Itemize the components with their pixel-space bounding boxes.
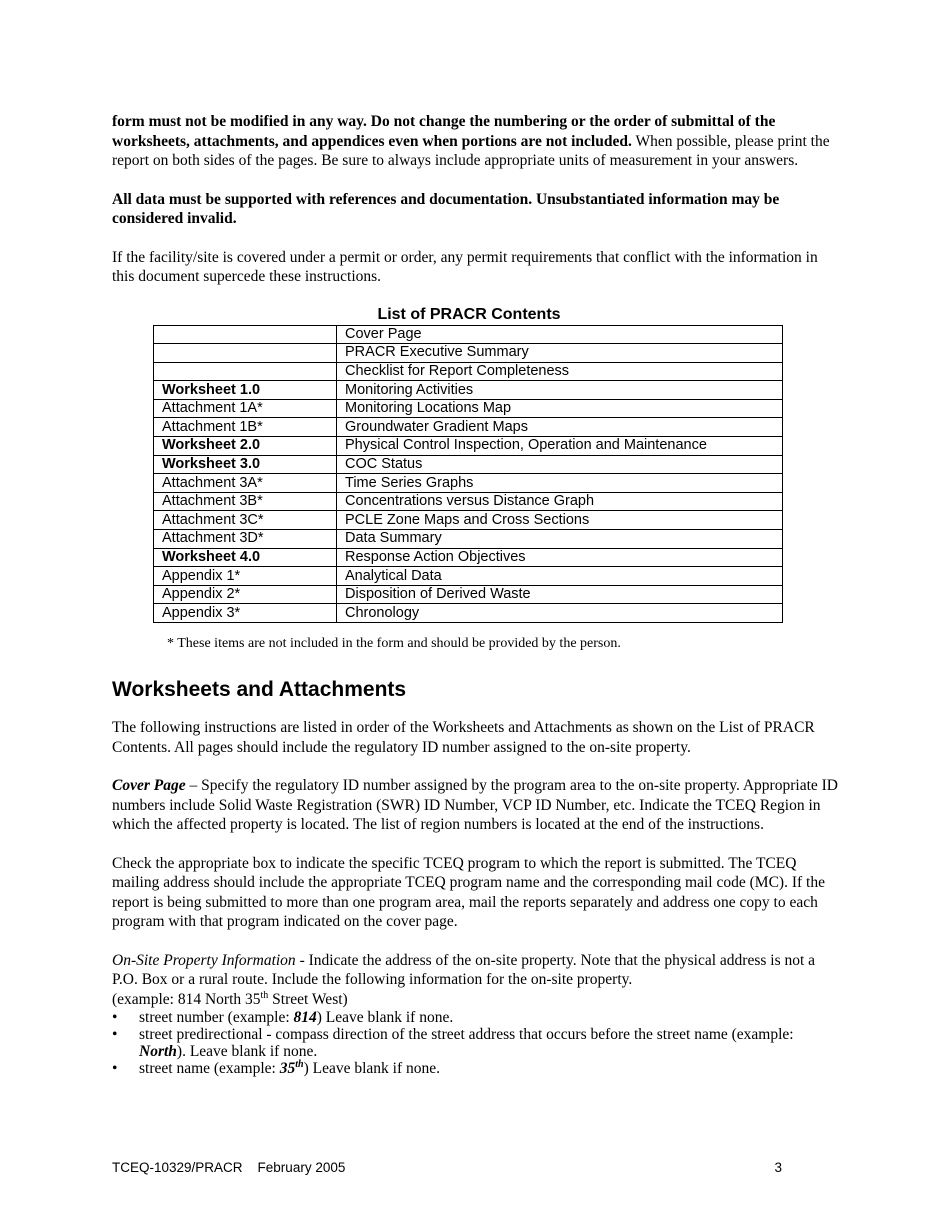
contents-row <box>154 399 783 418</box>
bullet-street-name <box>112 1060 840 1077</box>
contents-desc-cell: Monitoring Locations Map <box>337 399 783 418</box>
contents-desc-cell: Groundwater Gradient Maps <box>337 418 783 437</box>
bullet-example-sup: th <box>295 1059 304 1070</box>
contents-row <box>154 567 783 586</box>
contents-table <box>153 325 783 624</box>
cover-page-paragraph <box>112 776 840 835</box>
contents-row <box>154 344 783 363</box>
bullet-text: street number (example: <box>139 1009 294 1026</box>
contents-desc-cell: Data Summary <box>337 530 783 549</box>
contents-row <box>154 492 783 511</box>
contents-row <box>154 511 783 530</box>
bullet-text: ) Leave blank if none. <box>316 1009 454 1026</box>
contents-desc-cell: PRACR Executive Summary <box>337 344 783 363</box>
contents-row <box>154 418 783 437</box>
contents-item-cell: Appendix 1* <box>154 567 337 586</box>
contents-item-cell: Worksheet 2.0 <box>154 437 337 456</box>
bullet-text: ) Leave blank if none. <box>303 1060 441 1077</box>
example-pre: (example: 814 North 35 <box>112 990 261 1008</box>
bullet-street-predirectional <box>112 1026 840 1060</box>
bullet-text: ). Leave blank if none. <box>176 1043 318 1060</box>
contents-desc-cell: Physical Control Inspection, Operation and Maintenance <box>337 437 783 456</box>
section-paragraph-1: The following instructions are listed in order of the Worksheets and Attachments as shown on the List of PRACR Contents. All pages should include the regulatory ID number assigned to the on-site property. <box>112 719 815 756</box>
contents-desc-cell: Chronology <box>337 604 783 623</box>
contents-item-cell: Worksheet 3.0 <box>154 455 337 474</box>
contents-title: List of PRACR Contents <box>377 305 561 323</box>
contents-row <box>154 604 783 623</box>
contents-item-cell <box>154 325 337 344</box>
contents-desc-cell: PCLE Zone Maps and Cross Sections <box>337 511 783 530</box>
document-page <box>112 112 840 1077</box>
contents-desc-cell: Disposition of Derived Waste <box>337 585 783 604</box>
bullet-icon: • <box>112 1026 118 1043</box>
contents-row <box>154 548 783 567</box>
page-footer <box>112 1158 782 1178</box>
contents-desc-cell: COC Status <box>337 455 783 474</box>
contents-desc-cell: Time Series Graphs <box>337 474 783 493</box>
cover-page-label: Cover Page <box>112 777 186 794</box>
contents-row <box>154 474 783 493</box>
bullet-example: 814 <box>293 1009 317 1026</box>
address-bullet-list <box>112 1009 840 1077</box>
program-paragraph: Check the appropriate box to indicate the specific TCEQ program to which the report is submitted. The TCEQ mailing address should include the appropriate TCEQ program name and the corresponding mail code (MC). If the report is being submitted to more than one program area, mail the reports separately and address one copy to each program with that program indicated on the cover page. <box>112 854 825 930</box>
contents-row <box>154 455 783 474</box>
bullet-example: 35 <box>279 1060 296 1077</box>
contents-item-cell: Attachment 3A* <box>154 474 337 493</box>
bullet-example: North <box>139 1043 177 1060</box>
contents-desc-cell: Checklist for Report Completeness <box>337 362 783 381</box>
bullet-icon: • <box>112 1009 118 1026</box>
onsite-label: On-Site Property Information <box>112 951 296 969</box>
contents-item-cell: Attachment 1A* <box>154 399 337 418</box>
contents-row <box>154 325 783 344</box>
intro-paragraph-1 <box>112 112 840 171</box>
contents-desc-cell: Monitoring Activities <box>337 381 783 400</box>
contents-table-body <box>154 325 783 623</box>
cover-page-text: – Specify the regulatory ID number assigned by the program area to the on-site property. Appropriate ID numbers include Solid Waste Registration (SWR) ID Number, VCP ID Number, etc. Indicate the TCEQ Region in which the affected property is located. The list of region numbers is located at the end of the instructions. <box>112 777 838 833</box>
onsite-text: - Indicate the address of the on-site property. Note that the physical address is not a P.O. Box or a rural route. Include the following information for the on-site property. <box>112 951 816 988</box>
contents-item-cell: Worksheet 1.0 <box>154 381 337 400</box>
example-sup: th <box>260 989 269 1001</box>
intro-bold-text: form must not be modified in any way. Do not change the numbering or the order of submittal of the worksheets, attachments, and appendices even when portions are not included. <box>112 113 776 150</box>
contents-item-cell: Worksheet 4.0 <box>154 548 337 567</box>
contents-row <box>154 437 783 456</box>
contents-desc-cell: Analytical Data <box>337 567 783 586</box>
section-heading: Worksheets and Attachments <box>112 678 407 701</box>
contents-desc-cell: Response Action Objectives <box>337 548 783 567</box>
contents-item-cell <box>154 344 337 363</box>
footer-page-number: 3 <box>774 1160 782 1175</box>
example-post: Street West) <box>268 990 348 1008</box>
contents-item-cell: Attachment 1B* <box>154 418 337 437</box>
bullet-text: street predirectional - compass direction of the street address that occurs before the street name (example: <box>139 1026 794 1043</box>
contents-row <box>154 362 783 381</box>
bullet-text: street name (example: <box>139 1060 280 1077</box>
contents-item-cell: Attachment 3C* <box>154 511 337 530</box>
intro-paragraph-3: If the facility/site is covered under a permit or order, any permit requirements that conflict with the information in this document supercede these instructions. <box>112 248 818 285</box>
intro-rest-text: When possible, please print the report on both sides of the pages. Be sure to always include appropriate units of measurement in your answers. <box>112 132 830 169</box>
contents-row <box>154 530 783 549</box>
contents-item-cell: Appendix 3* <box>154 604 337 623</box>
contents-footnote: * These items are not included in the form and should be provided by the person. <box>167 636 621 651</box>
onsite-paragraph <box>112 951 840 1010</box>
contents-item-cell: Attachment 3D* <box>154 530 337 549</box>
intro-paragraph-2: All data must be supported with references and documentation. Unsubstantiated information may be considered invalid. <box>112 190 780 227</box>
contents-row <box>154 381 783 400</box>
footer-form-id: TCEQ-10329/PRACR February 2005 <box>112 1160 346 1175</box>
contents-item-cell: Attachment 3B* <box>154 492 337 511</box>
bullet-icon: • <box>112 1060 118 1077</box>
contents-desc-cell: Concentrations versus Distance Graph <box>337 492 783 511</box>
bullet-street-number <box>112 1009 840 1026</box>
contents-desc-cell: Cover Page <box>337 325 783 344</box>
contents-item-cell <box>154 362 337 381</box>
contents-row <box>154 585 783 604</box>
contents-item-cell: Appendix 2* <box>154 585 337 604</box>
